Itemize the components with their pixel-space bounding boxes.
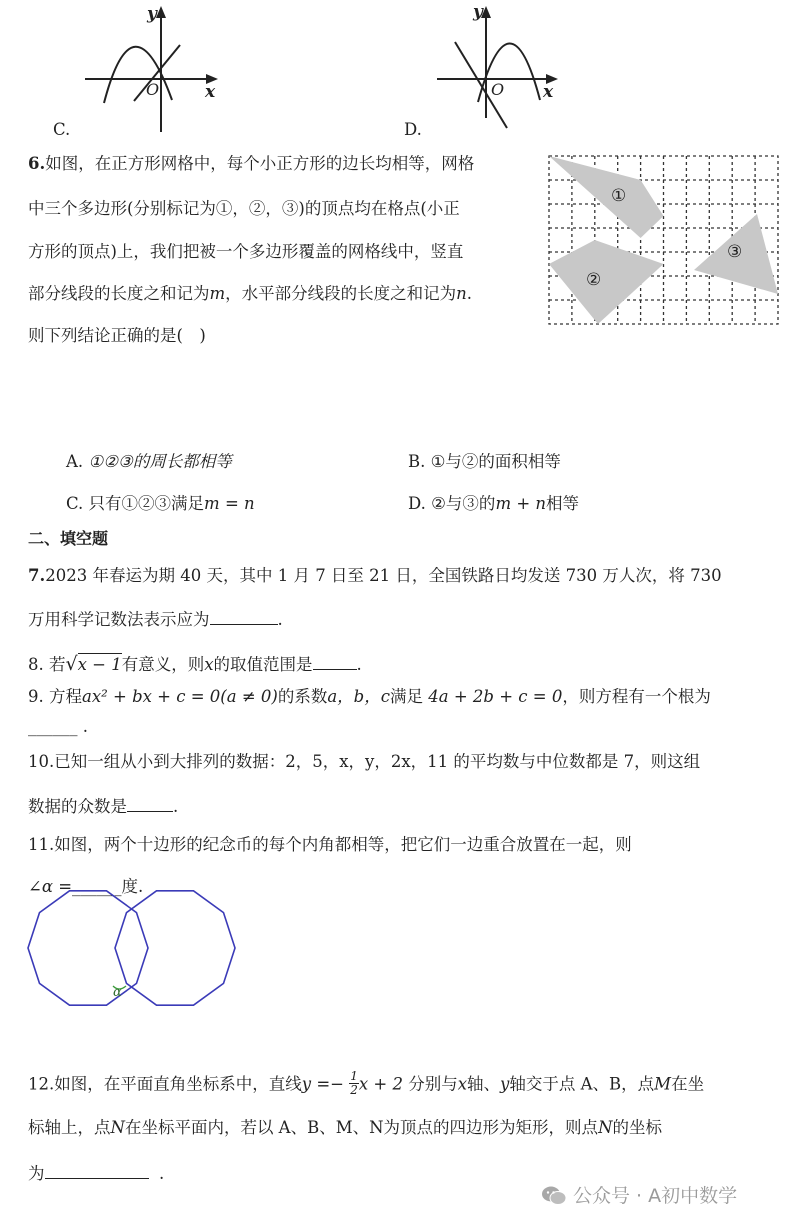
q6-number: 6.: [28, 154, 46, 173]
q12-mid1: 分别与: [408, 1074, 458, 1094]
q12-line2b: 在坐标平面内，若以 A、B、M、N为顶点的四边形为矩形，则点: [124, 1118, 599, 1137]
axis-y-label-c: y: [147, 4, 157, 24]
option-b-text: ①与②的面积相等: [430, 452, 561, 471]
q9-vars: a，b，c: [327, 687, 390, 706]
q12-mid4: 在坐: [671, 1074, 705, 1094]
option-c-text-label: C.: [66, 494, 84, 513]
q10-line1: 10.已知一组从小到大排列的数据：2，5，x，y，2x，11 的平均数与中位数都是 7，则这组: [28, 752, 701, 771]
q7-end: .: [277, 610, 283, 629]
q12-line3-text: 为: [28, 1164, 45, 1183]
q7-line2-text: 万用科学记数法表示应为: [28, 610, 210, 629]
watermark: [541, 1181, 737, 1208]
q6-line2: 中三个多边形(分别标记为①，②，③)的顶点均在格点(小正: [28, 199, 460, 218]
option-d-text: ②与③的: [431, 494, 496, 513]
option-d-expr: m + n: [495, 494, 547, 513]
q9-mid2: 满足: [389, 687, 423, 706]
q8-mid: 有意义，则: [121, 655, 205, 674]
q12-eq-rest: x + 2: [358, 1074, 403, 1094]
option-a-text: ①②③的周长都相等: [88, 452, 232, 471]
option-c-label: C.: [53, 120, 71, 139]
q12-line2: [28, 1120, 662, 1137]
fraction-numerator: 1: [350, 1069, 358, 1083]
fraction-denominator: 2: [350, 1082, 358, 1097]
option-b-label: B.: [408, 452, 426, 471]
q8-radicand: x − 1: [77, 655, 122, 674]
var-n: n: [456, 284, 467, 303]
q12-line2c: 的坐标: [612, 1118, 662, 1137]
q8-number: 8.: [28, 655, 44, 674]
q11-line1: 11.如图，两个十边形的纪念币的每个内角都相等，把它们一边重合放置在一起，则: [28, 835, 632, 854]
option-c-expr: m = n: [204, 494, 255, 513]
q9-end: .: [82, 717, 88, 736]
polygon-1-label: ①: [611, 186, 627, 206]
q6-line5: 则下列结论正确的是( ): [28, 326, 206, 345]
axis-x-label-c: x: [205, 82, 216, 102]
q12-line1: [28, 1069, 705, 1098]
q12-fraction: [349, 1070, 359, 1096]
q12-number: 12.: [28, 1074, 55, 1094]
option-d-text-end: 相等: [546, 494, 580, 513]
q12-y: y: [500, 1074, 510, 1094]
origin-label-c: O: [146, 80, 160, 99]
q12-n: N: [110, 1118, 125, 1137]
option-d-text-label: D.: [408, 494, 426, 513]
axis-x-label-d: x: [543, 82, 554, 102]
decagon-right: [115, 891, 235, 1005]
q8-var: x: [204, 655, 214, 674]
decagon-left: [28, 891, 148, 1005]
q12-end: .: [159, 1164, 165, 1183]
q11-angle: ∠α =: [28, 877, 73, 896]
q9-condition: 4a + 2b + c = 0: [428, 687, 563, 706]
q8-end: .: [356, 655, 362, 674]
q12-pre: 如图，在平面直角坐标系中，直线: [54, 1074, 302, 1094]
q9-equation: ax² + bx + c = 0(a ≠ 0): [82, 687, 278, 706]
q7-line1-text: 2023 年春运为期 40 天，其中 1 月 7 日至 21 日，全国铁路日均发送 730 万人次，将 730: [45, 566, 722, 585]
q9-pre: 方程: [49, 687, 82, 706]
section-2-title: 二、填空题: [28, 529, 109, 548]
q12-m: M: [654, 1074, 672, 1094]
q6-line1-text: 如图，在正方形网格中，每个小正方形的边长均相等，网格: [45, 154, 475, 173]
watermark-text: 公众号 · A初中数学: [573, 1185, 738, 1207]
polygon-3-label: ③: [727, 242, 743, 262]
q6-line4b: ，水平部分线段的长度之和记为: [225, 284, 457, 303]
q7-number: 7.: [28, 566, 46, 585]
wechat-icon: [541, 1184, 567, 1206]
option-c-text: 只有①②③满足: [88, 494, 205, 513]
sqrt-sign: √: [65, 653, 78, 675]
option-a-label: A.: [66, 452, 84, 471]
var-m: m: [209, 284, 226, 303]
q10-end: .: [173, 797, 179, 816]
q6-line4c: .: [466, 284, 473, 303]
q9-number: 9.: [28, 687, 44, 706]
q9-mid1: 的系数: [277, 687, 328, 706]
q12-eq-y: y =−: [301, 1074, 344, 1094]
q8-post: 的取值范围是: [213, 655, 313, 674]
q11-answer-blank[interactable]: ______: [72, 877, 122, 896]
q6-line3: 方形的顶点)上，我们把被一个多边形覆盖的网格线中，竖直: [28, 242, 464, 261]
polygon-2-label: ②: [586, 270, 602, 290]
origin-label-d: O: [491, 80, 505, 99]
q10-line2-text: 数据的众数是: [28, 797, 127, 816]
q9-answer-blank[interactable]: ______: [28, 717, 78, 736]
q12-answer-blank[interactable]: [45, 1162, 149, 1179]
q12-line2a: 标轴上，点: [28, 1118, 111, 1137]
option-d-label: D.: [404, 120, 422, 139]
q9-post: ，则方程有一个根为: [562, 687, 711, 706]
q12-mid2: 轴、: [467, 1074, 501, 1094]
q8-pre: 若: [49, 655, 66, 674]
q12-line3: [28, 1162, 164, 1183]
angle-alpha-label: α: [113, 985, 122, 1000]
q12-x: x: [457, 1074, 468, 1094]
q12-mid3: 轴交于点 A、B，点: [509, 1074, 655, 1094]
q11-unit: 度.: [121, 877, 144, 896]
q12-n2: N: [598, 1118, 613, 1137]
axis-y-label-d: y: [473, 2, 483, 22]
q6-line4a: 部分线段的长度之和记为: [28, 284, 210, 303]
